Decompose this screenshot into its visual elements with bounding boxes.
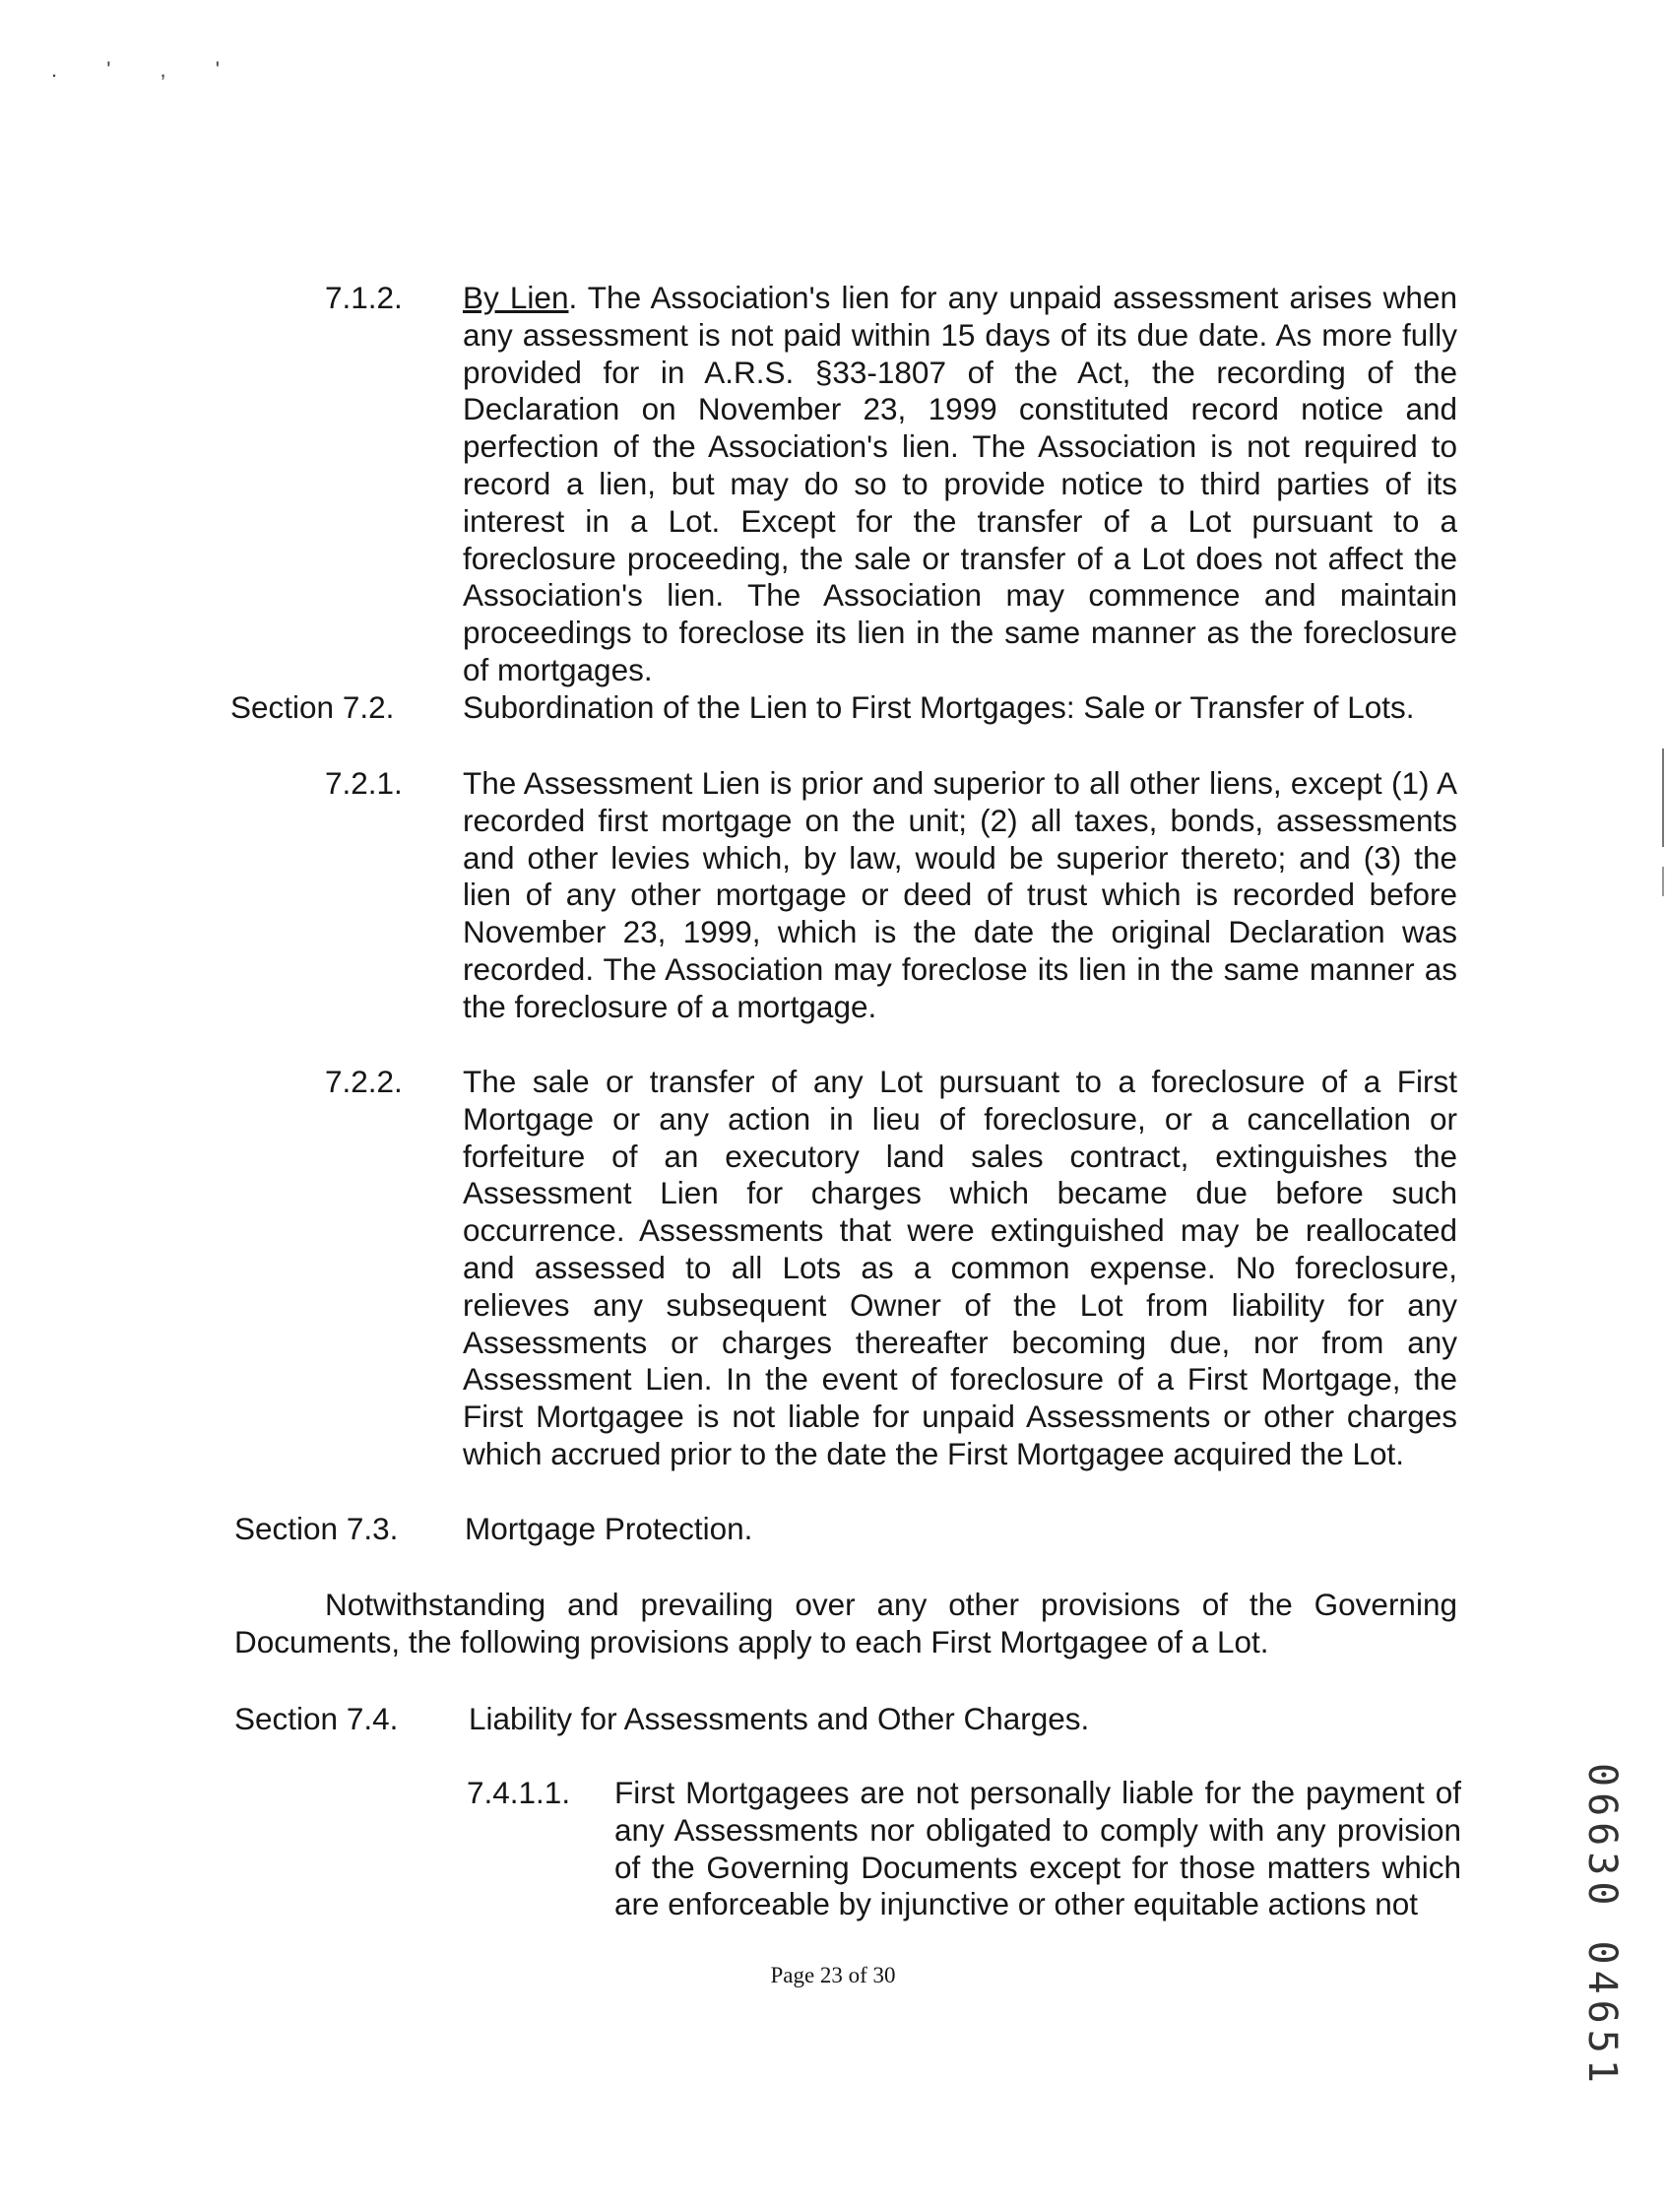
section-label-7-4: Section 7.4. bbox=[234, 1701, 399, 1736]
section-7-3-paragraph: Notwithstanding and prevailing over any other provisions of the Governing Documents, the following provisions apply to each First Mortgagee of a Lot. bbox=[234, 1587, 1457, 1659]
clause-number-7-1-2: 7.1.2. bbox=[325, 280, 403, 315]
section-title-7-2: Subordination of the Lien to First Mortgages: Sale or Transfer of Lots. bbox=[463, 689, 1415, 725]
clause-body: . The Association's lien for any unpaid assessment arises when any assessment is not paid within 15 days of its due date. As more fully provided for in A.R.S. §33-1807 of the Act, the recording of the Declaration on November 23, 1999 constituted record notice and perfection of the Association's lien. The Association is not required to record a lien, but may do so to provide notice to third parties of its interest in a Lot. Except for the transfer of a Lot pursuant to a foreclosure proceeding, the sale or transfer of a Lot does not affect the Association's lien. The Association may commence and maintain proceedings to foreclose its lien in the same manner as the foreclosure of mortgages. bbox=[463, 280, 1457, 687]
section-label-7-3: Section 7.3. bbox=[234, 1511, 399, 1546]
page-number: Page 23 of 30 bbox=[770, 1963, 896, 1987]
section-label-7-2: Section 7.2. bbox=[230, 689, 395, 725]
clause-7-2-2: The sale or transfer of any Lot pursuant to a foreclosure of a First Mortgage or any action in lieu of foreclosure, or a cancellation or forfeiture of an executory land sales contract, extinguishes the Assessment Lien for charges which became due before such occurrence. Assessments that were extinguished may be reallocated and assessed to all Lots as a common expense. No foreclosure, relieves any subsequent Owner of the Lot from liability for any Assessments or charges thereafter becoming due, nor from any Assessment Lien. In the event of foreclosure of a First Mortgage, the First Mortgagee is not liable for unpaid Assessments or other charges which accrued prior to the date the First Mortgagee acquired the Lot. bbox=[463, 1064, 1457, 1471]
clause-7-2-1: The Assessment Lien is prior and superior to all other liens, except (1) A recorded first mortgage on the unit; (2) all taxes, bonds, assessments and other levies which, by law, would be superior thereto; and (3) the lien of any other mortgage or deed of trust which is recorded before November 23, 1999, which is the date the original Declaration was recorded. The Association may foreclose its lien in the same manner as the foreclosure of a mortgage. bbox=[463, 765, 1457, 1024]
clause-number-7-2-2: 7.2.2. bbox=[325, 1064, 403, 1099]
section-title-7-3: Mortgage Protection. bbox=[465, 1511, 753, 1546]
clause-number-7-4-1-1: 7.4.1.1. bbox=[467, 1775, 571, 1810]
recording-stamp: 06630 04651 bbox=[1579, 1763, 1625, 2089]
clause-number-7-2-1: 7.2.1. bbox=[325, 765, 403, 801]
scan-marks: . ' , ' bbox=[51, 57, 241, 82]
clause-title-by-lien: By Lien bbox=[463, 280, 569, 315]
scan-edge-mark bbox=[1662, 867, 1664, 896]
clause-7-4-1-1: First Mortgagees are not personally liable for the payment of any Assessments nor obligated to comply with any provision of the Governing Documents except for those matters which are enforceable by injunctive or other equitable actions not bbox=[614, 1775, 1461, 1922]
section-title-7-4: Liability for Assessments and Other Charges. bbox=[469, 1701, 1090, 1736]
scan-edge-mark bbox=[1662, 748, 1664, 847]
clause-7-1-2 bbox=[463, 280, 1457, 689]
